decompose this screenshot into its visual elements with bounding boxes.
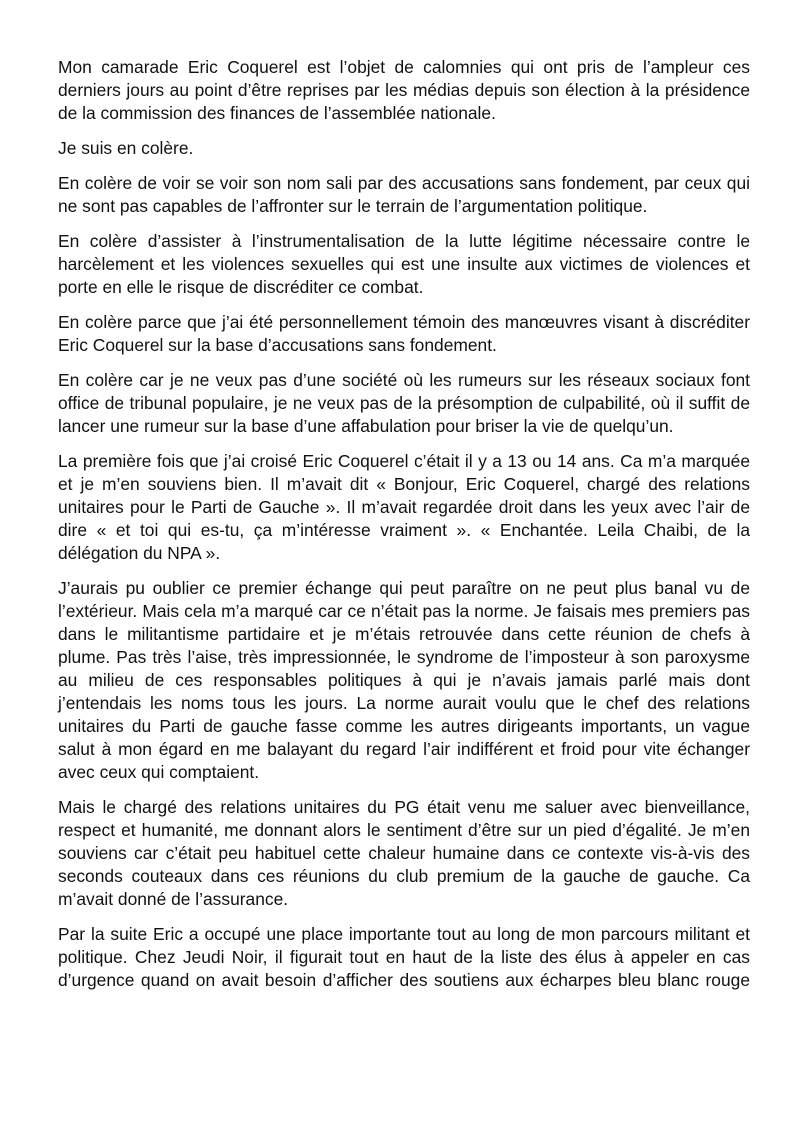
paragraph-6: En colère car je ne veux pas d’une société où les rumeurs sur les réseaux sociaux font office de tribunal populaire, je ne veux pas de la présomption de culpabilité, où il suffit de lancer une rumeur sur la base d’une affabulation pour briser la vie de quelqu’un. — [58, 370, 750, 436]
paragraph-3: En colère de voir se voir son nom sali par des accusations sans fondement, par ceux qui ne sont pas capables de l’affronter sur le terrain de l’argumentation politique. — [58, 173, 750, 216]
paragraph-10: Par la suite Eric a occupé une place importante tout au long de mon parcours militant et politique. Chez Jeudi Noir, il figurait tout en haut de la liste des élus à appeler en cas d’urgence quand on avait besoin d’afficher des soutiens aux écharpes bleu blanc rouge — [58, 924, 750, 990]
paragraph-7: La première fois que j’ai croisé Eric Coquerel c’était il y a 13 ou 14 ans. Ca m’a marquée et je m’en souviens bien. Il m’avait dit « Bonjour, Eric Coquerel, chargé des relations unitaires pour le Parti de Gauche ». Il m’avait regardée droit dans les yeux avec l’air de dire « et toi qui es-tu, ça m’intéresse vraiment ». « Enchantée. Leila Chaibi, de la délégation du NPA ». — [58, 451, 750, 563]
paragraph-9: Mais le chargé des relations unitaires du PG était venu me saluer avec bienveillance, respect et humanité, me donnant alors le sentiment d’être sur un pied d’égalité. Je m’en souviens car c’était peu habituel cette chaleur humaine dans ce contexte vis-à-vis des seconds couteaux dans ces réunions du club premium de la gauche de gauche. Ca m’avait donné de l’assurance. — [58, 797, 750, 909]
document-page — [58, 56, 750, 1004]
paragraph-4: En colère d’assister à l’instrumentalisation de la lutte légitime nécessaire contre le harcèlement et les violences sexuelles qui est une insulte aux victimes de violences et porte en elle le risque de discréditer ce combat. — [58, 231, 750, 297]
paragraph-1: Mon camarade Eric Coquerel est l’objet de calomnies qui ont pris de l’ampleur ces derniers jours au point d’être reprises par les médias depuis son élection à la présidence de la commission des finances de l’assemblée nationale. — [58, 57, 750, 123]
paragraph-8: J’aurais pu oublier ce premier échange qui peut paraître on ne peut plus banal vu de l’extérieur. Mais cela m’a marqué car ce n’était pas la norme. Je faisais mes premiers pas dans le militantisme partidaire et je m’étais retrouvée dans cette réunion de chefs à plume. Pas très l’aise, très impressionnée, le syndrome de l’imposteur à son paroxysme au milieu de ces responsables politiques à qui je n’avais jamais parlé mais dont j’entendais les noms tous les jours. La norme aurait voulu que le chef des relations unitaires du Parti de gauche fasse comme les autres dirigeants importants, un vague salut à mon égard en me balayant du regard l’air indifférent et froid pour vite échanger avec ceux qui comptaient. — [58, 578, 750, 782]
paragraph-2: Je suis en colère. — [58, 138, 194, 158]
paragraph-5: En colère parce que j’ai été personnellement témoin des manœuvres visant à discréditer Eric Coquerel sur la base d’accusations sans fondement. — [58, 312, 750, 355]
